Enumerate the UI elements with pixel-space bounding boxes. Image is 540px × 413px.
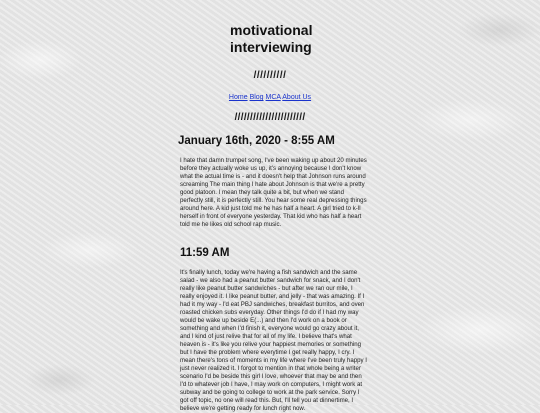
nav-link-mca[interactable]: MCA — [265, 94, 281, 101]
site-title-line2: interviewing — [230, 39, 312, 55]
nav-link-about-us[interactable]: About Us — [282, 94, 312, 101]
post-entry-2: It's finally lunch, today we're having a fish sandwich and the same salad - we also had a peanut butter sandwich for snack, and I don't really like peanut butter sandwiches - but after we ran our mile, I really enjoyed it. I like peanut butter, and jelly - that was amazing. If I had it my way - I'd eat PBJ sandwiches, breakfast burritos, and oven roasted chicken subs everyday. Other things I'd do if I had my way would be wake up beside E(...) and then I'd work on a book or something and when I'd finish it, everyone would go crazy about it, and I kind of just relive that for all of my life. I believe that's what heaven is - it's like you relive your happiest memories or something but I have the problem where everytime I get really happy, I cry. I mean there's tons of moments in my life where I've been truly happy I just never realized it. I forgot to mention in that whole being a writer scenario I'd be beside this girl I love, whoever that may be and then I'd to whatever job I have, I may work on computers, I might work at subway and be going to college to work at the park service. Sorry I got off topic, no one will read this. But, I'll tell you at dinnertime, I believe we're getting ready for lunch right now. — [180, 269, 367, 412]
post-date-heading: January 16th, 2020 - 8:55 AM — [178, 135, 335, 147]
divider-long: /////////////////////// — [234, 112, 306, 123]
nav-bar — [172, 93, 368, 102]
nav-link-home[interactable]: Home — [228, 94, 248, 101]
divider-short: ////////// — [253, 70, 287, 81]
site-title — [230, 22, 372, 56]
nav-link-blog[interactable]: Blog — [249, 94, 264, 101]
post-entry-1: I hate that damn trumpet song, I've been waking up about 20 minutes before they actually woke us up, it's annoying because I don't know what the actual time is - and it doesn't help that Johnson runs around screaming The main thing I hate about Johnson is that we're a pretty good platoon. I mean they talk quite a bit, but when we stand perfectly still, it is perfectly still. You hear some real depressing things around here. A kid just told me he has half a heart. A girl tried to k-ll herself in front of everyone yesterday. That kid who has half a heart told me he likes old school rap music. — [180, 157, 367, 228]
post-time-heading: 11:59 AM — [180, 247, 230, 259]
page-content — [172, 14, 372, 413]
site-title-line1: motivational — [230, 22, 313, 38]
